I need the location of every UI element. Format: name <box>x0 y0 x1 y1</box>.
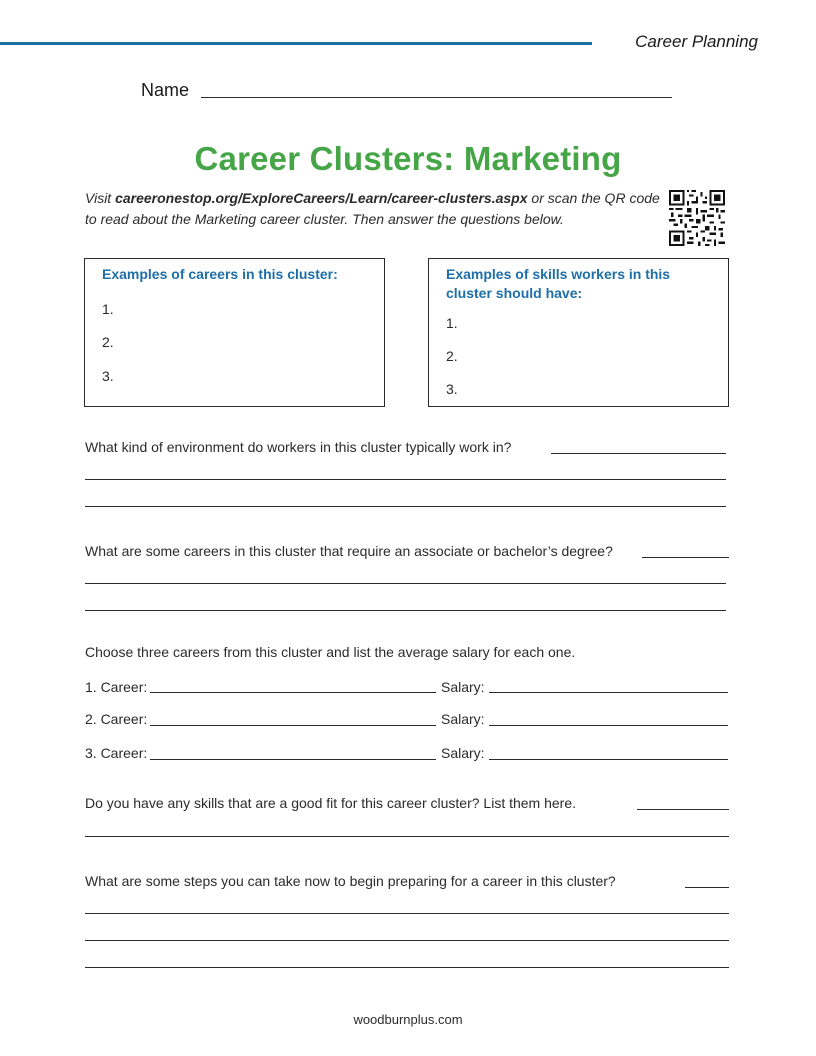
header-rule <box>0 42 592 45</box>
name-field-line[interactable] <box>201 97 672 98</box>
salary-field-line[interactable] <box>489 725 728 726</box>
salary-row-3-salary-label: Salary: <box>441 745 485 761</box>
qr-code-icon <box>669 190 725 246</box>
skills-item-1: 1. <box>446 315 458 331</box>
question-steps: What are some steps you can take now to begin preparing for a career in this cluster? <box>85 873 616 889</box>
answer-line[interactable] <box>85 479 726 480</box>
salary-field-line[interactable] <box>489 759 728 760</box>
answer-line[interactable] <box>85 913 729 914</box>
careers-item-1: 1. <box>102 301 114 317</box>
answer-line[interactable] <box>85 583 726 584</box>
salary-row-1-salary-label: Salary: <box>441 679 485 695</box>
answer-line[interactable] <box>642 557 729 558</box>
skills-examples-box <box>428 258 729 407</box>
answer-line[interactable] <box>637 809 729 810</box>
careers-item-2: 2. <box>102 334 114 350</box>
careers-item-3: 3. <box>102 368 114 384</box>
question-environment: What kind of environment do workers in this cluster typically work in? <box>85 439 512 455</box>
skills-item-3: 3. <box>446 381 458 397</box>
salary-row-2-salary-label: Salary: <box>441 711 485 727</box>
intro-suffix: or scan the QR code to read about the Marketing career cluster. Then answer the questions below. <box>85 190 660 227</box>
salary-field-line[interactable] <box>489 692 728 693</box>
answer-line[interactable] <box>85 967 729 968</box>
name-label: Name <box>141 80 190 100</box>
skills-item-2: 2. <box>446 348 458 364</box>
career-field-line[interactable] <box>150 759 436 760</box>
series-title: Career Planning <box>635 32 758 51</box>
answer-line[interactable] <box>85 940 729 941</box>
question-skills: Do you have any skills that are a good fit for this career cluster? List them here. <box>85 795 577 811</box>
salary-row-1-career-label: 1. Career: <box>85 679 148 695</box>
question-degree: What are some careers in this cluster that require an associate or bachelor’s degree? <box>85 543 613 559</box>
career-field-line[interactable] <box>150 692 436 693</box>
answer-line[interactable] <box>85 506 726 507</box>
skills-box-heading: Examples of skills workers in this cluster should have: <box>446 266 671 301</box>
answer-line[interactable] <box>551 453 726 454</box>
question-salary-intro: Choose three careers from this cluster and list the average salary for each one. <box>85 644 576 660</box>
intro-text <box>85 188 670 230</box>
page-title: Career Clusters: Marketing <box>194 140 622 177</box>
answer-line[interactable] <box>85 836 729 837</box>
intro-url[interactable]: careeronestop.org/ExploreCareers/Learn/career-clusters.aspx <box>115 190 528 206</box>
footer-site: woodburnplus.com <box>353 1012 463 1027</box>
career-field-line[interactable] <box>150 725 436 726</box>
answer-line[interactable] <box>685 887 729 888</box>
salary-row-3-career-label: 3. Career: <box>85 745 148 761</box>
answer-line[interactable] <box>85 610 726 611</box>
salary-row-2-career-label: 2. Career: <box>85 711 148 727</box>
careers-examples-box <box>84 258 385 407</box>
intro-prefix: Visit <box>85 190 116 206</box>
careers-box-heading: Examples of careers in this cluster: <box>102 266 338 282</box>
